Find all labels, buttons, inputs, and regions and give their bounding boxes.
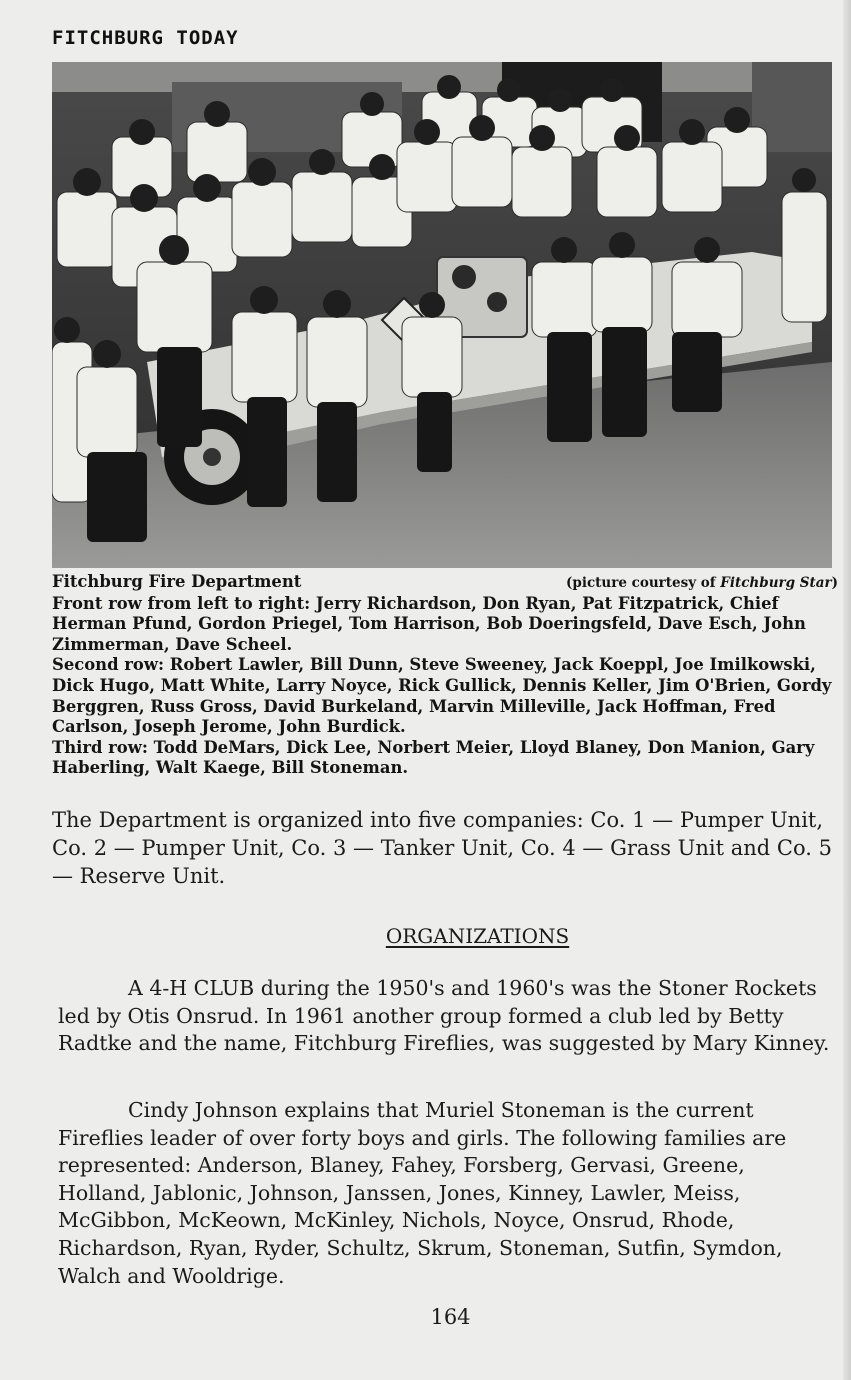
caption-third-row: Third row: Todd DeMars, Dick Lee, Norbert Meier, Lloyd Blaney, Don Manion, Gary Haberling, Walt Kaege, Bill Stoneman. (52, 737, 815, 778)
department-companies-paragraph: The Department is organized into five companies: Co. 1 — Pumper Unit, Co. 2 — Pumper Unit, Co. 3 — Tanker Unit, Co. 4 — Grass Unit and Co. 5 — Reserve Unit. (52, 808, 832, 888)
photo-illustration (52, 62, 832, 568)
credit-source: Fitchburg Star (720, 575, 832, 591)
section-heading: ORGANIZATIONS (385, 924, 570, 948)
page-edge (843, 0, 851, 1380)
running-header: FITCHBURG TODAY (52, 27, 239, 49)
page-number: 164 (430, 1305, 471, 1329)
photo-caption (52, 572, 838, 779)
photo-credit: (picture courtesy of Fitchburg Star) (566, 575, 838, 591)
caption-second-row: Second row: Robert Lawler, Bill Dunn, Steve Sweeney, Jack Koeppl, Joe Imilkowski, Dick Hugo, Matt White, Larry Noyce, Rick Gullick, Dennis Keller, Jim O'Brien, Gordy Berggren, Russ Gross, David Burkeland, Marvin Milleville, Jack Hoffman, Fred Carlson, Joseph Jerome, John Burdick. (52, 655, 832, 737)
paragraph-fireflies: Cindy Johnson explains that Muriel Stoneman is the current Fireflies leader of over forty boys and girls. The following families are represented: Anderson, Blaney, Fahey, Forsberg, Gervasi, Greene, Holland, Jablonic, Johnson, Janssen, Jones, Kinney, Lawler, Meiss, McGibbon, McKeown, McKinley, Nichols, Noyce, Onsrud, Rhode, Richardson, Ryan, Ryder, Schultz, Skrum, Stoneman, Sutfin, Symdon, Walch and Wooldrige. (58, 1098, 787, 1288)
caption-front-row: Front row from left to right: Jerry Richardson, Don Ryan, Pat Fitzpatrick, Chief Herman Pfund, Gordon Priegel, Tom Harrison, Bob Doeringsfeld, Dave Esch, John Zimmerman, Dave Scheel. (52, 593, 806, 654)
fire-department-photo (52, 62, 832, 568)
caption-title: Fitchburg Fire Department (52, 572, 302, 591)
paragraph-4h-club: A 4-H CLUB during the 1950's and 1960's was the Stoner Rockets led by Otis Onsrud. In 1961 another group formed a club led by Betty Radtke and the name, Fitchburg Fireflies, was suggested by Mary Kinney. (58, 976, 830, 1056)
